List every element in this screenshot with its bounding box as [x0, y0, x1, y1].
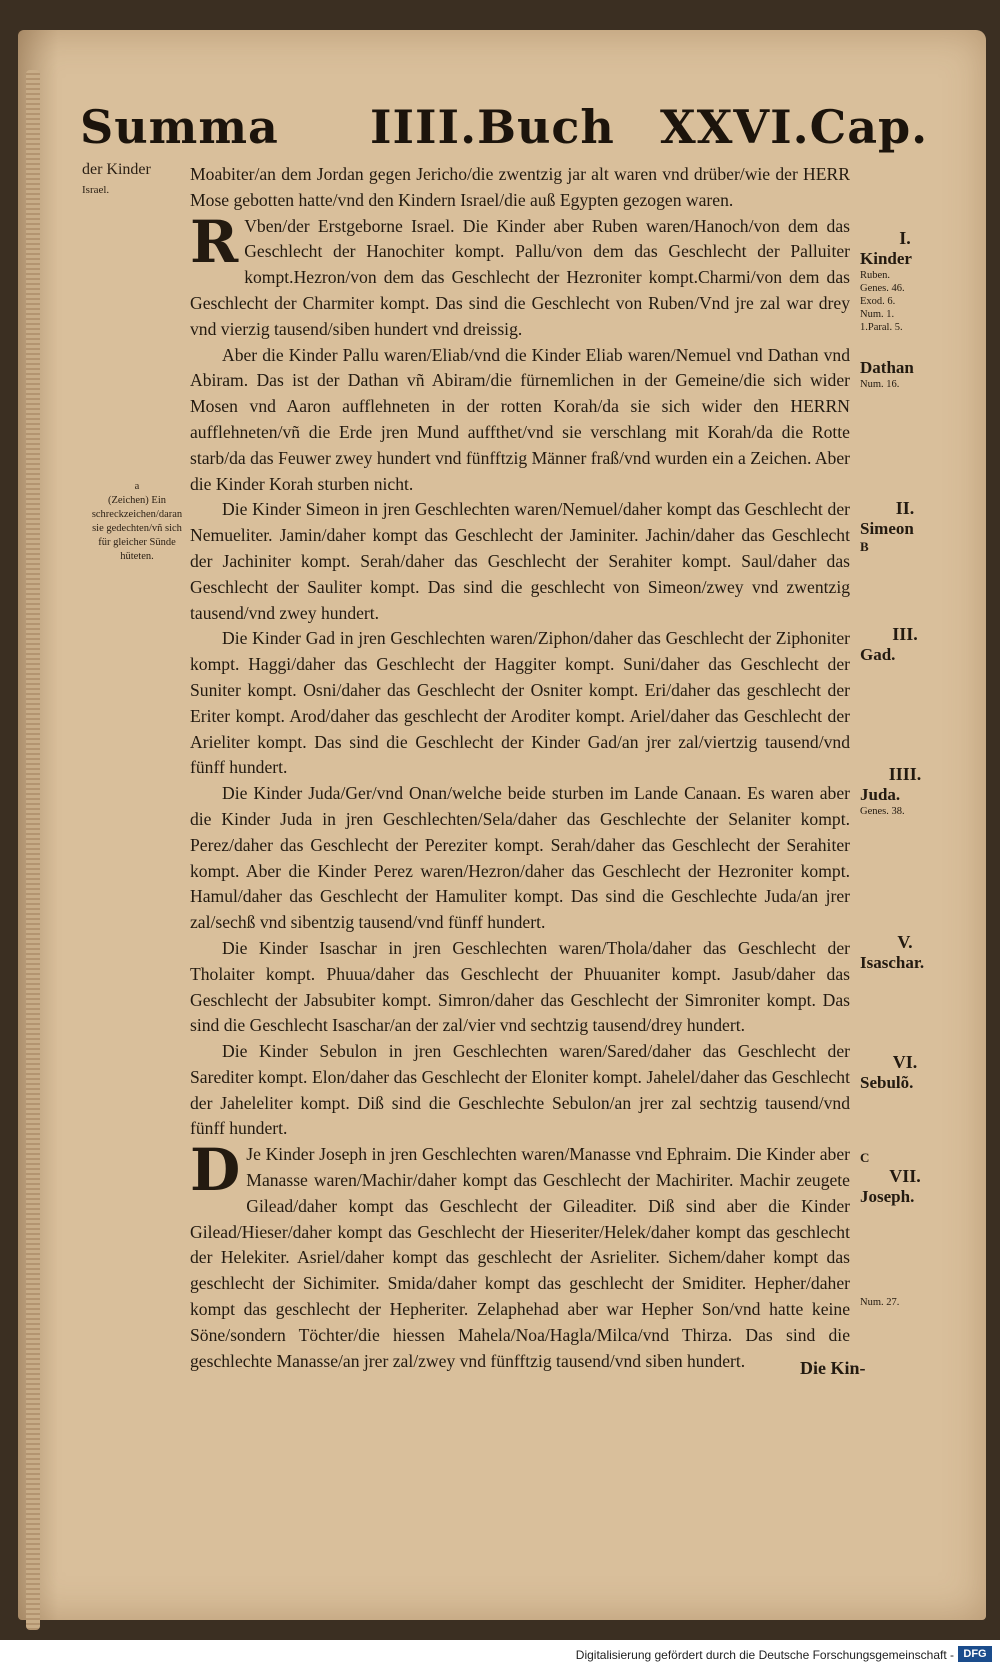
margin-dathan: Dathan Num. 16. [860, 358, 914, 390]
margin-juda: IIII. Juda. Genes. 38. [860, 764, 922, 817]
note-line: hüteten. [120, 551, 154, 562]
running-line-1: der Kinder [82, 161, 151, 178]
margin-sebulon: VI. Sebulõ. [860, 1052, 918, 1092]
note-marker: a [134, 481, 140, 492]
drop-cap: R [190, 207, 239, 276]
running-header [70, 100, 929, 170]
paragraph-dathan: Aber die Kinder Pallu waren/Eliab/vnd die Kinder Eliab waren/Nemuel vnd Dathan vnd Abiram. Das ist der Dathan vñ Abiram/die fürnemlichen in der Gemeine/die sich wider Mosen vnd Aaron aufflehneten in der rotten Korah/da sie sich wider den HERRN aufflehneten/vñ die Erde jren Mund auffthet/vnd sie verschlang mit Korah/da die Rotte starb/da das Feuwer zwey hundert vnd fünfftzig Männer fraß/vnd wurden ein a Zeichen. Aber die Kinder Korah sturben nicht. [190, 344, 850, 494]
margin-gad: III. Gad. [860, 624, 918, 664]
margin-num27: Num. 27. [860, 1297, 900, 1308]
left-margin-running-title [82, 160, 182, 200]
note-line: sie gedechten/vñ sich [92, 523, 182, 534]
footer-credit: Digitalisierung gefördert durch die Deutsche Forschungsgemeinschaft - [575, 1648, 954, 1662]
paragraph-gad: Die Kinder Gad in jren Geschlechten waren/Ziphon/daher das Geschlecht der Ziphoniter kompt. Haggi/daher das Geschlecht der Haggiter kompt. Suni/daher das Geschlecht der Suniter kompt. Osni/daher das Geschlecht der Osniter kompt. Eri/daher das geschlecht der Eriter kompt. Arod/daher das geschlecht der Aroditer kompt. Ariel/daher das Geschlecht der Arieliter kompt. Das sind die Geschlecht der Kinder Gad/an jrer zal/viertzig tausend/vnd fünff hundert. [190, 628, 850, 778]
note-line: schreckzeichen/daran [91, 509, 183, 520]
margin-simeon: II. Simeon B [860, 498, 915, 554]
paragraph-sebulon: Die Kinder Sebulon in jren Geschlechten waren/Sared/daher das Geschlecht der Sarediter kompt. Elon/daher das Geschlecht der Eloniter kompt. Jahelel/daher das Geschlecht der Jaheleliter kompt. Diß sind die Geschlechte Sebulon/an jrer zal sechtzig tausend/vnd fünff hundert. [190, 1041, 850, 1139]
paragraph-intro: Moabiter/an dem Jordan gegen Jericho/die zwentzig jar alt waren vnd drüber/wie der HERR Mose gebotten hatte/vnd den Kindern Israel/die auß Egypten gezogen waren. [190, 164, 850, 210]
drop-cap: D [190, 1136, 241, 1205]
paragraph-joseph: D Je Kinder Joseph in jren Geschlechten waren/Manasse vnd Ephraim. Die Kinder aber Manasse waren/Machir/daher kompt das Geschlecht der Machiriter. Machir zeugete Gilead/daher kompt das Geschlecht der Gileaditer. Diß sind aber die Kinder Gilead/Hieser/daher kompt das Geschlecht der Hieseriter/Helek/daher kompt das geschlecht der Helekiter. Asriel/daher kompt das geschlecht der Asrieliter. Sichem/daher kompt das geschlecht der Sichimiter. Smida/daher kompt das geschlecht der Smiditer. Hepher/daher kompt das geschlecht der Hepheriter. Zelaphehad aber war Hepher Son/vnd hatte keine Söne/sondern Töchter/die hiessen Mahela/Noa/Hagla/Milca/vnd Thirza. Das sind die geschlechte Manasse/an jrer zal/zwey vnd fünfftzig tausend/vnd siben hundert. [190, 1136, 850, 1371]
paragraph-simeon: Die Kinder Simeon in jren Geschlechten waren/Nemuel/daher kompt das Geschlecht der Nemueliter. Jamin/daher kompt das Geschlecht der Jaminiter. Jachin/daher das Geschlecht der Jachiniter kompt. Serah/daher das Geschlecht der Serahiter kompt. Saul/daher das Geschlecht der Sauliter kompt. Das sind die geschlecht von Simeon/zwey vnd zwentzig tausend/vnd zwey hundert. [190, 499, 850, 623]
paragraph-juda: Die Kinder Juda/Ger/vnd Onan/welche beide sturben im Lande Canaan. Es waren aber die Kinder Juda in jren Geschlechten/Sela/daher das Geschlechte der Selaniter kompt. Perez/daher das Geschlecht der Pereziter kompt. Serah/daher das Geschlecht der Serahiter kompt. Aber die Kinder Perez waren/Hezron/daher das Geschlecht der Hezroniter kompt. Hamul/daher das Geschlecht der Hamuliter kompt. Das sind die Geschlechte Juda/an jrer zal/sechß vnd sibentzig tausend/vnd fünff hundert. [190, 783, 850, 933]
paragraph-ruben: R Vben/der Erstgeborne Israel. Die Kinder aber Ruben waren/Hanoch/von dem das Geschlecht der Hanochiter kompt. Pallu/von dem das Geschlecht der Palluiter kompt.Hezron/von dem das Geschlecht der Hezroniter kompt.Charmi/von dem das Geschlecht der Charmiter kompt. Das sind die Geschlecht von Ruben/Vnd jre zal war drey vnd vierzig tausend/siben hundert vnd dreissig. [190, 207, 850, 339]
page-edges [26, 70, 40, 1630]
margin-note-zeichen [82, 480, 192, 564]
catchword: Die Kin- [800, 1358, 866, 1378]
dfg-logo: DFG [958, 1646, 992, 1662]
note-line: für gleicher Sünde [98, 537, 176, 548]
note-line: (Zeichen) Ein [107, 495, 166, 506]
main-text-column [190, 162, 850, 1374]
paragraph-isaschar: Die Kinder Isaschar in jren Geschlechten waren/Thola/daher das Geschlecht der Tholaiter kompt. Phuua/daher das Geschlecht der Phuuaniter kompt. Jasub/daher das Geschlecht der Jabsubiter kompt. Simron/daher das Geschlecht der Simroniter kompt. Das sind die Geschlecht Isaschar/an der zal/vier vnd sechtzig tausend/drey hundert. [190, 937, 850, 1036]
margin-ruben: I. Kinder Ruben. Genes. 46. Exod. 6. Num. 1. 1.Paral. 5. [860, 228, 912, 333]
digitization-footer [0, 1640, 1000, 1670]
margin-joseph: C VII. Joseph. [860, 1150, 921, 1206]
running-line-2: Israel. [82, 184, 110, 196]
header-chapter: XXVI.Cap. [660, 100, 929, 154]
margin-isaschar: V. Isaschar. [860, 932, 925, 972]
header-book: IIII.Buch [370, 100, 615, 154]
header-left: Summa [80, 100, 279, 154]
